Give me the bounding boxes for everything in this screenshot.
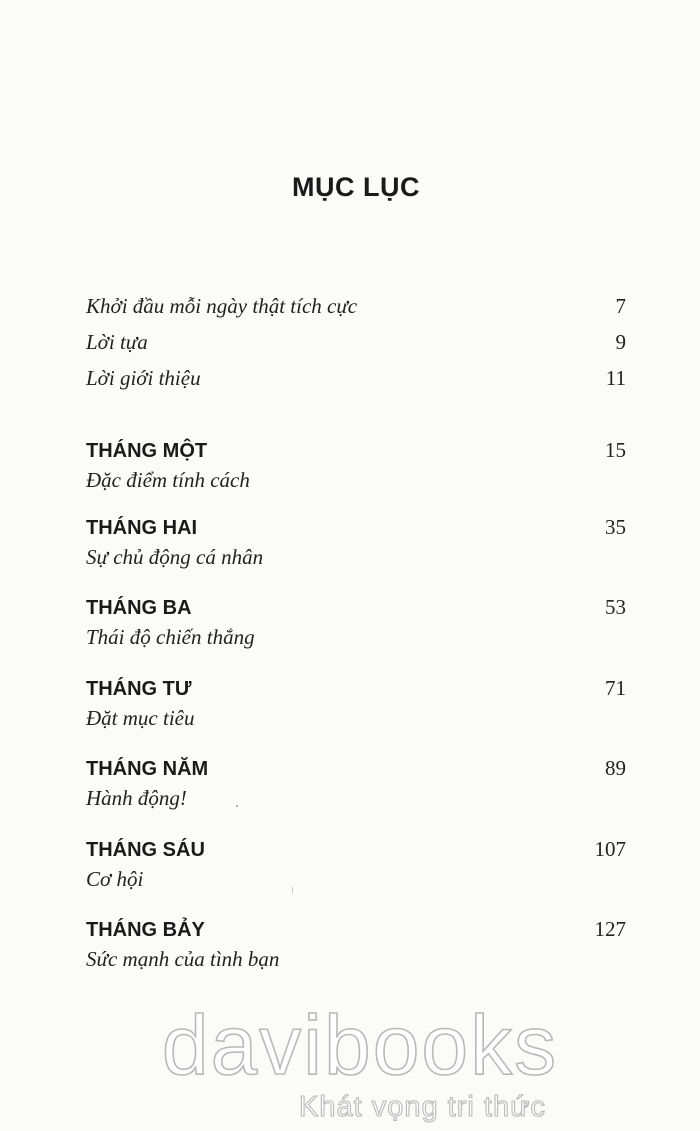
chapter-title: THÁNG BA: [86, 597, 192, 619]
toc-entry-front-1: [86, 294, 626, 322]
page-title: MỤC LỤC: [292, 172, 420, 202]
chapter-title: THÁNG SÁU: [86, 839, 205, 861]
toc-chapter-5: [86, 758, 626, 818]
toc-entry-label: Lời tựa: [86, 330, 148, 354]
chapter-title: THÁNG HAI: [86, 517, 198, 539]
chapter-title: THÁNG MỘT: [86, 440, 208, 462]
toc-entry-front-3: [86, 366, 626, 394]
toc-entry-front-2: [86, 330, 626, 358]
toc-page-number: 89: [605, 756, 626, 780]
chapter-subtitle: Đặt mục tiêu: [86, 706, 195, 730]
chapter-title: THÁNG BẢY: [86, 919, 205, 941]
toc-page-number: 107: [594, 837, 626, 861]
watermark-brand: davibooks: [161, 998, 559, 1092]
chapter-subtitle: Sức mạnh của tình bạn: [86, 947, 280, 971]
toc-page-number: 7: [615, 294, 626, 318]
watermark: [150, 994, 570, 1124]
toc-page-number: 127: [594, 917, 626, 941]
chapter-title: THÁNG TƯ: [86, 678, 192, 700]
toc-page-number: 9: [615, 330, 626, 354]
chapter-subtitle: Hành động!: [86, 786, 187, 810]
toc-page-number: 15: [605, 438, 626, 462]
toc-entry-label: Khởi đầu mỗi ngày thật tích cực: [86, 294, 358, 318]
toc-chapter-7: [86, 919, 626, 979]
toc-page-number: 71: [605, 676, 626, 700]
toc-page-number: 35: [605, 515, 626, 539]
chapter-subtitle: Thái độ chiến thắng: [86, 625, 255, 649]
toc-chapter-3: [86, 597, 626, 657]
chapter-title: THÁNG NĂM: [86, 758, 209, 780]
chapter-subtitle: Đặc điểm tính cách: [86, 468, 250, 492]
toc-entry-label: Lời giới thiệu: [86, 366, 201, 390]
toc-chapter-6: [86, 839, 626, 899]
watermark-tagline: Khát vọng tri thức: [299, 1091, 546, 1123]
toc-chapter-2: [86, 517, 626, 577]
chapter-subtitle: Sự chủ động cá nhân: [86, 545, 264, 569]
scan-speck: [236, 805, 238, 807]
toc-chapter-1: [86, 440, 626, 500]
watermark-graphic: [150, 994, 570, 1124]
chapter-subtitle: Cơ hội: [86, 867, 144, 891]
toc-page-number: 11: [605, 366, 626, 390]
toc-chapter-4: [86, 678, 626, 738]
toc-page-number: 53: [605, 595, 626, 619]
scan-speck: [292, 887, 293, 893]
